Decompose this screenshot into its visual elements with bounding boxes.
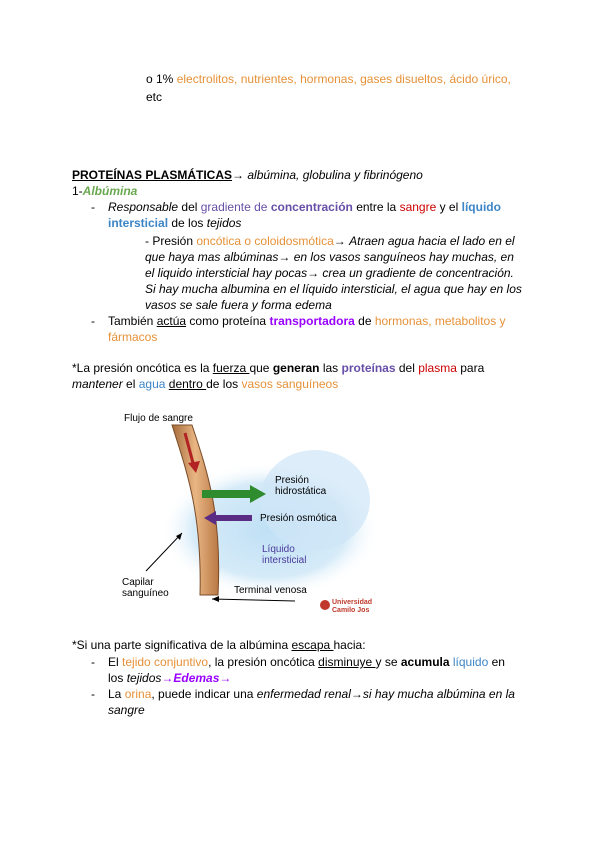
- note1-dentro: dentro: [168, 377, 207, 391]
- b2-orina: orina: [124, 687, 152, 701]
- venous-arrow: [212, 599, 295, 601]
- del-text: del: [178, 200, 201, 214]
- b1-acumula: acumula: [400, 655, 450, 669]
- university-logo-icon: [320, 600, 330, 610]
- label-terminal: Terminal venosa: [234, 585, 307, 596]
- note2-text: *Si una parte significativa de la albúmina: [72, 638, 292, 652]
- b2-mid: , puede indicar una: [151, 687, 257, 701]
- hormonas-text: hormonas, metabolitos y: [374, 314, 506, 328]
- bullet-dash: -: [91, 314, 95, 328]
- osmotic-arrow: [216, 515, 252, 521]
- note2-bullet-2: [108, 686, 515, 702]
- tejidos-text: tejidos: [206, 216, 242, 230]
- gradiente-text: gradiente de: [200, 200, 268, 214]
- presion-line-3: el liquido intersticial hay pocas→ crea un gradiente de concentración.: [145, 266, 514, 280]
- b2-arrow: →: [350, 687, 363, 701]
- oncotica-text: oncótica o coloidosmótica: [196, 234, 334, 248]
- note2-line: [72, 637, 366, 653]
- b1-tejidos: tejidos: [126, 671, 162, 685]
- note1-delos: de los: [206, 377, 242, 391]
- responsable-text: Responsable: [108, 200, 179, 214]
- intro-line-1: [146, 71, 511, 87]
- albumina-number: 1-: [72, 184, 83, 198]
- presion-line-4: Si hay mucha albumina en el líquido intersticial, el agua que hay en los: [145, 282, 522, 296]
- b2-enfermedad: enfermedad renal: [256, 687, 351, 701]
- b1-el: El: [108, 655, 123, 669]
- liquido-text: líquido: [461, 200, 501, 214]
- b2-rest: si hay mucha albúmina en la: [362, 687, 515, 701]
- note1-generan: generan: [272, 361, 320, 375]
- como-text: como proteína: [186, 314, 270, 328]
- de-text: de: [354, 314, 375, 328]
- interstitial-fluid-shape: [260, 450, 370, 550]
- actua-text: actúa: [156, 314, 187, 328]
- b1-los: los: [108, 671, 127, 685]
- note1-plasma: plasma: [418, 361, 457, 375]
- concentracion-text: concentración: [270, 200, 353, 214]
- intersticial-text: intersticial: [108, 216, 169, 230]
- intro-prefix: o 1%: [146, 72, 174, 86]
- b1-edemas: Edemas: [173, 671, 220, 685]
- b1-arrow2: →: [219, 671, 232, 685]
- b1-en: en: [488, 655, 505, 669]
- albumina-heading: [72, 183, 137, 199]
- note1-proteinas: proteínas: [341, 361, 396, 375]
- note2-hacia: hacia:: [333, 638, 366, 652]
- b1-disminuye: disminuye: [318, 655, 376, 669]
- b2-sangre: sangre: [108, 703, 145, 717]
- note2-escapa: escapa: [291, 638, 334, 652]
- presion-arrow: →: [333, 234, 350, 248]
- capillary-diagram: [110, 405, 380, 620]
- label-liquido-1: Líquido: [262, 544, 295, 555]
- label-osmotica: Presión osmótica: [260, 513, 337, 524]
- b1-tejido: tejido conjuntivo: [122, 655, 209, 669]
- de-los-text: de los: [168, 216, 207, 230]
- logo-text-2: Camilo Jos: [332, 607, 370, 614]
- note1-mantener: mantener: [72, 377, 123, 391]
- label-flujo: Flujo de sangre: [124, 413, 193, 424]
- presion-line-5: vasos se sale fuera y forma edema: [145, 298, 332, 312]
- presion-line-1: [145, 233, 515, 249]
- bullet-tambien: [108, 313, 506, 329]
- note1-line-2: [72, 376, 338, 392]
- venous-arrowhead: [212, 596, 219, 602]
- albumina-label: Albúmina: [82, 184, 138, 198]
- b2-la: La: [108, 687, 125, 701]
- bullet-dash: -: [91, 687, 95, 701]
- bullet-dash: -: [91, 200, 95, 214]
- label-capilar-1: Capilar: [122, 577, 154, 588]
- note1-fuerza: fuerza: [212, 361, 250, 375]
- heading-title: PROTEÍNAS PLASMÁTICAS: [72, 168, 233, 182]
- hydrostatic-arrow: [202, 490, 250, 498]
- tambien-text: También: [108, 314, 157, 328]
- b1-liquido: líquido: [452, 655, 489, 669]
- note1-para: para: [456, 361, 485, 375]
- note1-agua: agua: [138, 377, 166, 391]
- section-heading: [72, 167, 423, 183]
- presion-dash: - Presión: [145, 234, 197, 248]
- note1-del: del: [395, 361, 419, 375]
- label-capilar-2: sanguíneo: [122, 588, 169, 599]
- presion-line1-text: Atraen agua hacia el lado en el: [349, 234, 515, 248]
- transportadora-text: transportadora: [269, 314, 355, 328]
- note1-que: que: [249, 361, 273, 375]
- note2-bullet-1: [108, 654, 505, 670]
- label-hidro-1: Presión: [275, 475, 309, 486]
- bullet-dash: -: [91, 655, 95, 669]
- bullet-responsable-line2: [108, 215, 241, 231]
- presion-line-2: que haya mas albúminas→ en los vasos sanguíneos hay muchas, en: [145, 250, 514, 264]
- heading-arrow: →: [232, 168, 245, 182]
- logo-text-1: Universidad: [332, 599, 373, 606]
- note1-vasos: vasos sanguíneos: [241, 377, 339, 391]
- heading-list: albúmina, globulina y fibrinógeno: [247, 168, 423, 182]
- note1-line-1: [72, 360, 484, 376]
- note1-el: el: [122, 377, 139, 391]
- label-liquido-2: intersticial: [262, 555, 307, 566]
- note2-bullet-1-line2: [108, 670, 231, 686]
- entre-text: entre la: [352, 200, 400, 214]
- b1-mid: , la presión oncótica: [208, 655, 319, 669]
- b1-arrow1: →: [161, 671, 174, 685]
- bullet-responsable: [108, 199, 501, 215]
- sangre-text: sangre: [399, 200, 437, 214]
- label-hidro-2: hidrostática: [275, 486, 327, 497]
- intro-items: electrolitos, nutrientes, hormonas, gases disueltos, ácido úrico,: [176, 72, 511, 86]
- note1-star: *La presión oncótica es la: [72, 361, 213, 375]
- b1-y-se: y se: [375, 655, 401, 669]
- farmacos-text: fármacos: [108, 330, 158, 344]
- y-el-text: y el: [436, 200, 462, 214]
- intro-etc: etc: [146, 90, 163, 104]
- note1-las: las: [319, 361, 342, 375]
